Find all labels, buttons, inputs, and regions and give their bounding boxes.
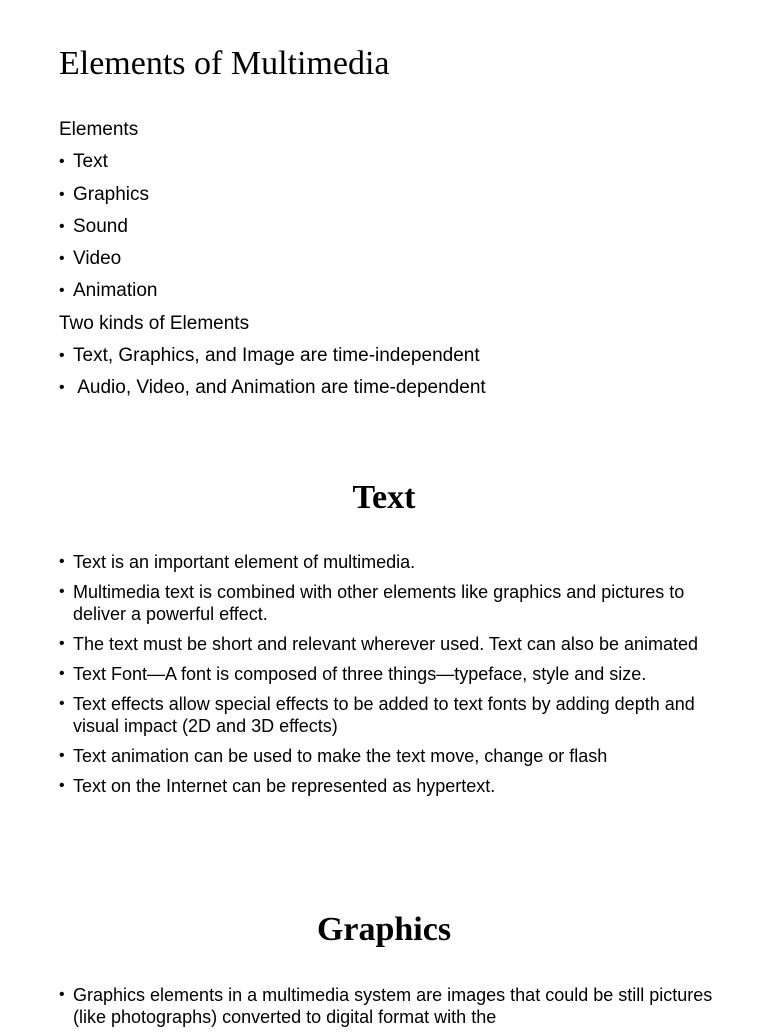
- list-item: • Text is an important element of multimedia.: [59, 552, 416, 572]
- bullet-icon: •: [59, 986, 65, 1003]
- bullet-icon: •: [59, 665, 65, 682]
- list-item: • Text animation can be used to make the text move, change or flash: [59, 746, 608, 766]
- slide-title: Graphics: [316, 911, 452, 948]
- bullet-list: [59, 551, 719, 805]
- list-item: • Text: [59, 147, 719, 179]
- bullet-icon: •: [59, 153, 65, 171]
- slide-text: [0, 440, 768, 870]
- bullet-icon: •: [59, 777, 65, 794]
- list-item: • Video: [59, 244, 719, 276]
- bullet-icon: •: [59, 635, 65, 652]
- list-item: • Text, Graphics, and Image are time-independent: [59, 341, 719, 373]
- slide-body: [59, 115, 719, 406]
- list-item: • Text on the Internet can be represented as hypertext.: [59, 776, 496, 796]
- list-item: • Sound: [59, 212, 719, 244]
- list-item: • Text effects allow special effects to be added to text fonts by adding depth and visual impact (2D and 3D effects): [59, 694, 695, 736]
- slide-graphics: [0, 870, 768, 1027]
- list-item: • Graphics: [59, 180, 719, 212]
- bullet-icon: •: [59, 553, 65, 570]
- bullet-icon: •: [59, 185, 65, 203]
- list-item: • Text Font—A font is composed of three things—typeface, style and size.: [59, 664, 647, 684]
- bullet-icon: •: [59, 282, 65, 300]
- list-item: • Animation: [59, 276, 719, 308]
- slide-title: Elements of Multimedia: [59, 45, 390, 82]
- slide-elements-of-multimedia: [0, 0, 768, 440]
- bullet-icon: •: [59, 379, 65, 397]
- bullet-icon: •: [59, 250, 65, 268]
- list-item: • The text must be short and relevant wherever used. Text can also be animated: [59, 634, 699, 654]
- bullet-list: [59, 984, 719, 1036]
- section-heading: Two kinds of Elements: [59, 312, 250, 334]
- bullet-icon: •: [59, 583, 65, 600]
- list-item: • Graphics elements in a multimedia system are images that could be still pictures (like photographs) converted to digital format with the: [59, 985, 713, 1027]
- slide-title: Text: [352, 479, 416, 516]
- list-item: • Audio, Video, and Animation are time-dependent: [59, 373, 719, 405]
- list-item: • Multimedia text is combined with other elements like graphics and pictures to deliver a powerful effect.: [59, 582, 685, 624]
- section-heading: Elements: [59, 119, 139, 140]
- bullet-icon: •: [59, 747, 65, 764]
- bullet-icon: •: [59, 217, 65, 235]
- bullet-icon: •: [59, 347, 65, 365]
- bullet-icon: •: [59, 695, 65, 712]
